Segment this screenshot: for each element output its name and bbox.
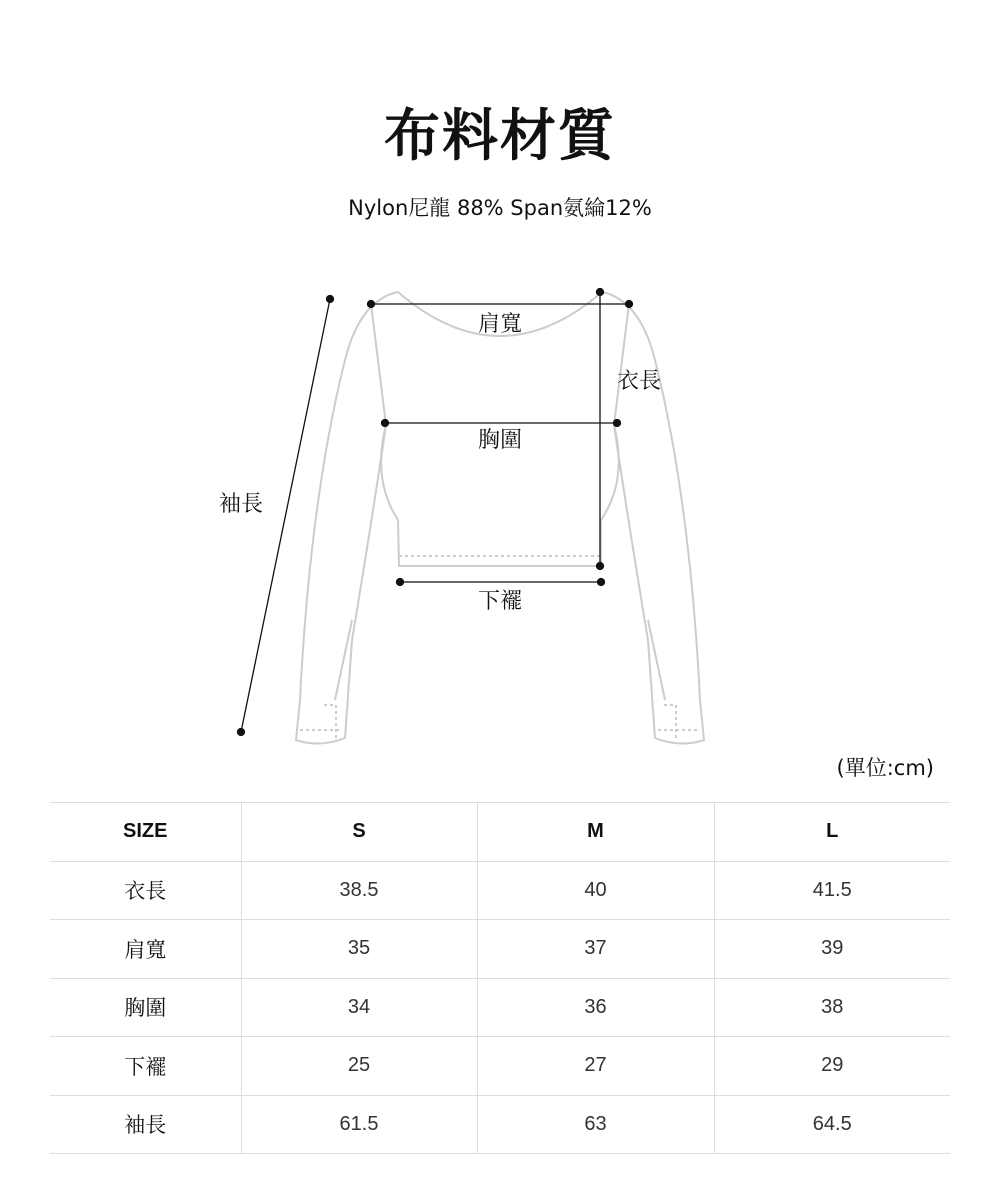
table-cell: 34: [241, 978, 477, 1037]
page-title: 布料材質: [384, 104, 616, 169]
table-cell: 29: [714, 1037, 950, 1096]
length-point-top: [597, 289, 604, 296]
table-row: [50, 920, 950, 979]
table-cell: 61.5: [241, 1095, 477, 1154]
shoulder-point-right: [626, 301, 633, 308]
header-cell-size: SIZE: [50, 803, 241, 862]
hem-point-right: [598, 579, 605, 586]
row-label: 衣長: [50, 861, 241, 920]
table-row: [50, 1037, 950, 1096]
chest-point-left: [382, 420, 389, 427]
measurement-lines: [238, 289, 633, 736]
unit-label: (單位:cm): [836, 756, 934, 780]
chest-label: 胸圍: [477, 428, 523, 453]
table-cell: 39: [714, 920, 950, 979]
header-cell-l: L: [714, 803, 950, 862]
hem-label: 下襬: [477, 589, 523, 614]
table-cell: 37: [477, 920, 714, 979]
table-cell: 63: [477, 1095, 714, 1154]
table-cell: 41.5: [714, 861, 950, 920]
size-table: [50, 802, 950, 1154]
table-cell: 64.5: [714, 1095, 950, 1154]
table-cell: 40: [477, 861, 714, 920]
length-point-bottom: [597, 563, 604, 570]
sleeve-point-top: [327, 296, 334, 303]
shoulder-label: 肩寬: [477, 312, 523, 337]
table-row: [50, 861, 950, 920]
table-row: [50, 978, 950, 1037]
table-cell: 27: [477, 1037, 714, 1096]
garment-outline: [296, 292, 704, 744]
table-cell: 25: [241, 1037, 477, 1096]
table-row: [50, 1095, 950, 1154]
row-label: 下襬: [50, 1037, 241, 1096]
header-cell-m: M: [477, 803, 714, 862]
sleeve-label: 袖長: [218, 492, 264, 517]
table-cell: 35: [241, 920, 477, 979]
material-composition: Nylon尼龍 88% Span氨綸12%: [348, 196, 652, 220]
header-cell-s: S: [241, 803, 477, 862]
length-label: 衣長: [616, 369, 662, 394]
hem-point-left: [397, 579, 404, 586]
row-label: 袖長: [50, 1095, 241, 1154]
row-label: 胸圍: [50, 978, 241, 1037]
table-cell: 38: [714, 978, 950, 1037]
row-label: 肩寬: [50, 920, 241, 979]
chest-point-right: [614, 420, 621, 427]
table-cell: 36: [477, 978, 714, 1037]
table-header-row: [50, 803, 950, 862]
table-cell: 38.5: [241, 861, 477, 920]
shoulder-point-left: [368, 301, 375, 308]
sleeve-point-bottom: [238, 729, 245, 736]
